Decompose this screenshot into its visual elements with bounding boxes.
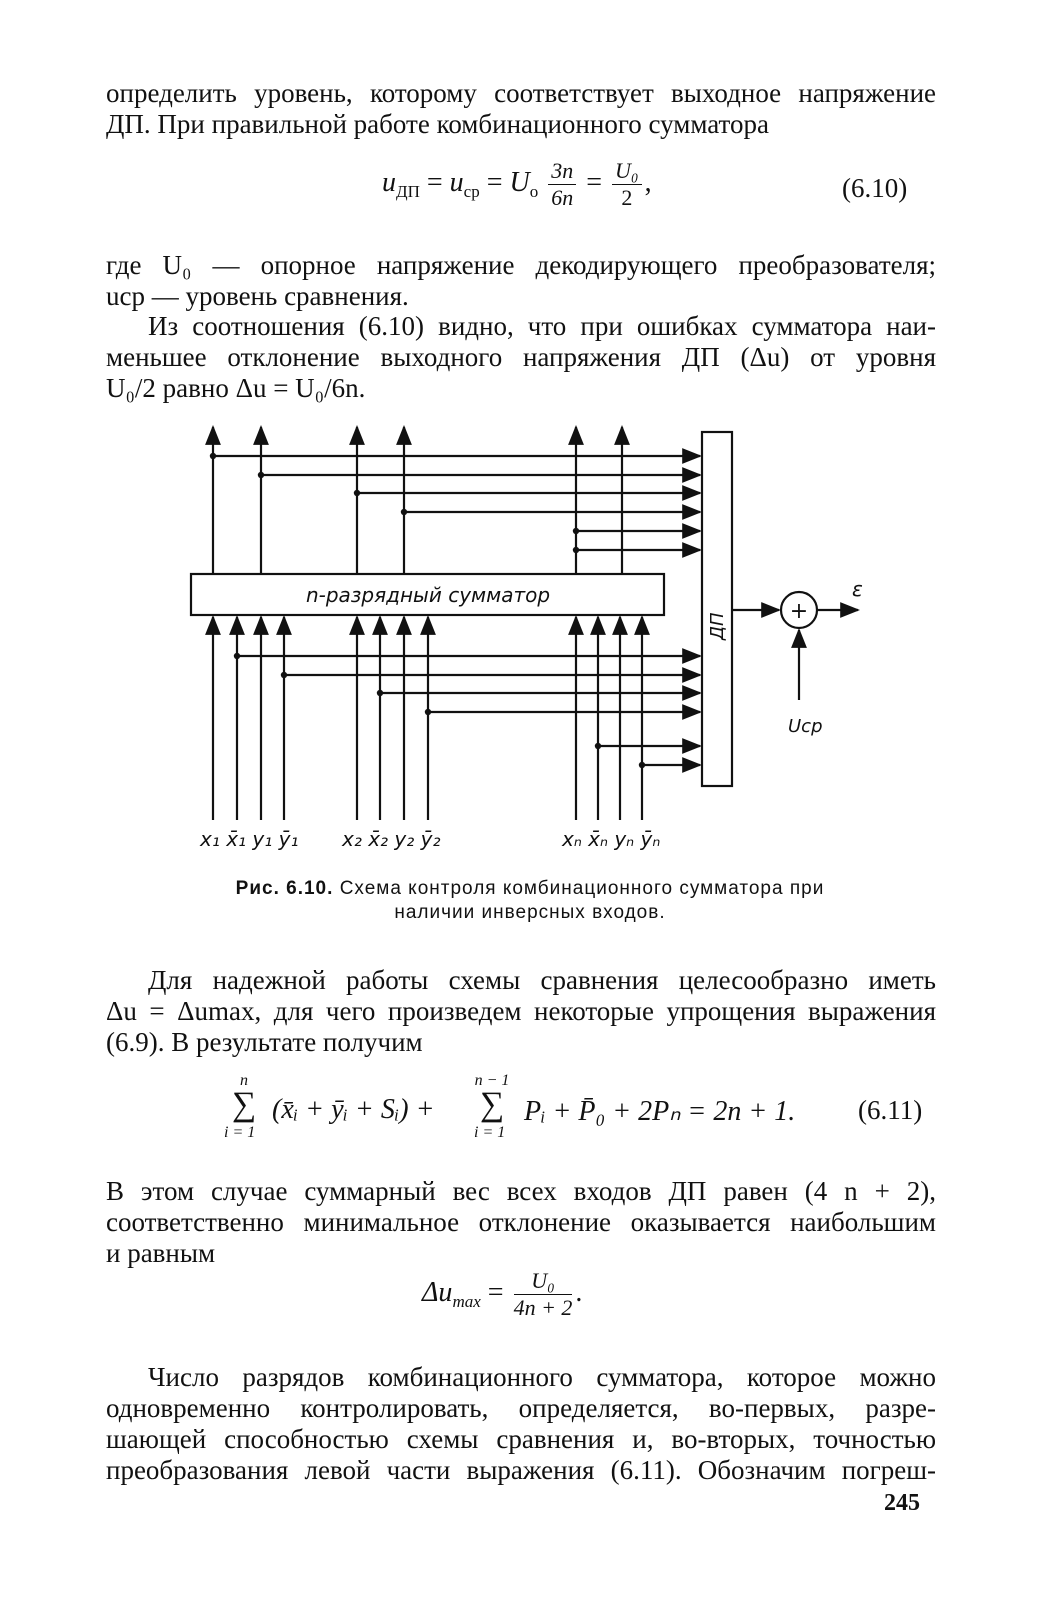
equation-delta-u-max xyxy=(422,1268,582,1321)
dp-block xyxy=(702,432,732,786)
eq-sign: = xyxy=(479,166,510,198)
epsilon-label: ε xyxy=(852,577,863,601)
fraction-numerator: 3n xyxy=(548,158,576,185)
text-line: Для надежной работы схемы сравнения целесообразно иметь xyxy=(148,965,936,995)
equation-number: (6.11) xyxy=(858,1095,923,1125)
fraction-denominator: 6n xyxy=(551,185,574,210)
sum-upper-limit: n − 1 xyxy=(474,1072,510,1089)
text-line: одновременно контролировать, определяется, во-первых, разре- xyxy=(106,1393,936,1423)
page-number: 245 xyxy=(884,1490,920,1516)
sum-sign: ∑ xyxy=(480,1086,505,1123)
inputs-group-1: x₁ x̄₁ y₁ ȳ₁ xyxy=(200,827,299,851)
paragraph-resolution xyxy=(106,1362,936,1486)
fraction xyxy=(514,1268,573,1321)
plus-symbol: + xyxy=(789,599,809,624)
eq-symbol: Δu xyxy=(422,1276,453,1308)
eq-sign: = xyxy=(579,166,610,198)
dp-label: ДП xyxy=(707,612,728,640)
equation-6-11 xyxy=(226,1072,826,1144)
text-line: Δu = Δumax, для чего произведем некоторые упрощения выражения xyxy=(106,996,936,1026)
text-line: и равным xyxy=(106,1238,216,1268)
text-line: uср — уровень сравнения. xyxy=(106,281,409,311)
text-line: Число разрядов комбинационного сумматора, которое можно xyxy=(148,1362,936,1392)
sum-lower-limit: i = 1 xyxy=(224,1124,256,1141)
eq-sign: = xyxy=(480,1276,511,1308)
adder-label: n-разрядный сумматор xyxy=(305,583,551,607)
eq-subscript: max xyxy=(452,1291,481,1311)
equation-number: (6.10) xyxy=(842,173,908,203)
text-line: преобразования левой части выражения (6.11). Обозначим погреш- xyxy=(106,1455,936,1485)
text-line: где U₀ — опорное напряжение декодирующего преобразователя; xyxy=(106,250,936,280)
fraction-numerator: U₀ xyxy=(514,1268,573,1295)
eq-subscript: ДП xyxy=(396,181,420,201)
fraction-denominator: 4n + 2 xyxy=(513,1295,573,1320)
sum-upper-limit: n xyxy=(240,1072,248,1089)
figure-caption xyxy=(170,877,890,925)
caption-text: наличии инверсных входов. xyxy=(394,902,666,923)
eq-punct: , xyxy=(644,166,652,198)
paragraph-total-weight xyxy=(106,1176,936,1269)
ucp-label: Uср xyxy=(788,716,823,737)
eq-subscript: о xyxy=(529,181,539,201)
eq-sign: = xyxy=(419,166,450,198)
fraction-numerator: U₀ xyxy=(612,158,642,185)
inputs-group-2: x₂ x̄₂ y₂ ȳ₂ xyxy=(342,827,441,851)
inputs-group-3: xₙ x̄ₙ yₙ ȳₙ xyxy=(562,827,661,851)
text-line: шающей способностью схемы сравнения и, во-вторых, точностью xyxy=(106,1424,936,1454)
text-line: В этом случае суммарный вес всех входов ДП равен (4 n + 2), xyxy=(106,1176,936,1206)
eq-subscript: ср xyxy=(463,181,480,201)
caption-text: Схема контроля комбинационного сумматора при xyxy=(339,878,825,899)
caption-label: Рис. 6.10. xyxy=(235,878,334,899)
paragraph-simplification xyxy=(106,965,936,1058)
fraction-denominator: 2 xyxy=(621,185,633,210)
eq-symbol: u xyxy=(449,166,464,198)
text-line: ДП. При правильной работе комбинационного сумматора xyxy=(106,109,769,139)
text-line: U₀/2 равно Δu = U₀/6n. xyxy=(106,373,366,403)
eq-punct: . xyxy=(575,1276,583,1308)
text-line: (6.9). В результате получим xyxy=(106,1027,423,1057)
eq-symbol: U xyxy=(509,166,530,198)
text-line: определить уровень, которому соответствует выходное напряжение xyxy=(106,78,936,108)
text-line: соответственно минимальное отклонение оказывается наибольшим xyxy=(106,1207,936,1237)
sum-body: (x̄ᵢ + ȳᵢ + Sᵢ) + xyxy=(272,1094,435,1125)
text-line: Из соотношения (6.10) видно, что при ошибках сумматора наи- xyxy=(148,311,936,341)
sum-body: Pᵢ + P̄₀ + 2Pₙ = 2n + 1. xyxy=(524,1096,796,1127)
text-line: меньшее отклонение выходного напряжения ДП (Δu) от уровня xyxy=(106,342,936,372)
sum-lower-limit: i = 1 xyxy=(474,1124,506,1141)
eq-symbol: u xyxy=(382,166,396,198)
sum-sign: ∑ xyxy=(232,1086,257,1123)
